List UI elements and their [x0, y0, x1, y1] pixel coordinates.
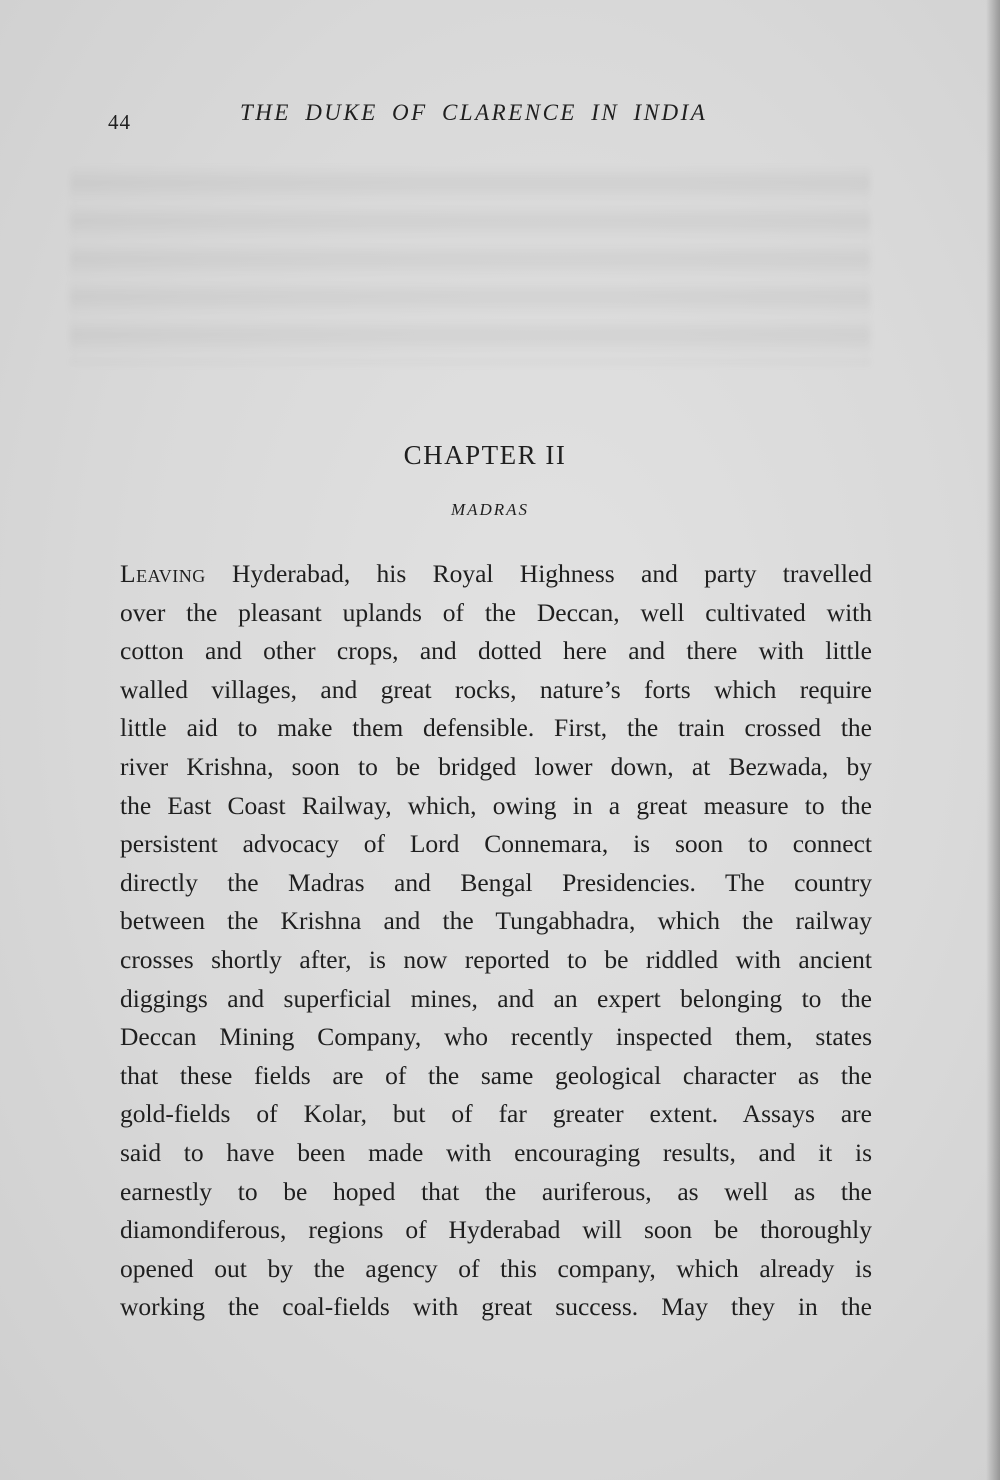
text-line: little aid to make them defensible. First, the train crossed the — [120, 713, 872, 743]
text-line: working the coal-fields with great success. May they in the — [120, 1292, 872, 1322]
text-line: gold-fields of Kolar, but of far greater extent. Assays are — [120, 1099, 872, 1129]
text-line — [120, 555, 872, 594]
text-line: Deccan Mining Company, who recently inspected them, states — [120, 1022, 872, 1052]
text-line: river Krishna, soon to be bridged lower down, at Bezwada, by — [120, 751, 872, 781]
chapter-subtitle: MADRAS — [450, 500, 530, 519]
text-line: persistent advocacy of Lord Connemara, is soon to connect — [120, 829, 872, 859]
text-line: between the Krishna and the Tungabhadra, which the railway — [120, 906, 872, 936]
text-line: the East Coast Railway, which, owing in a great measure to the — [120, 790, 872, 820]
text-line: said to have been made with encouraging results, and it is — [120, 1137, 872, 1167]
running-title: THE DUKE OF CLARENCE IN INDIA — [240, 100, 708, 125]
text-line: crosses shortly after, is now reported to be riddled with ancient — [120, 944, 872, 974]
text-line: that these fields are of the same geological character as the — [120, 1060, 872, 1090]
chapter-title: CHAPTER II — [403, 440, 567, 470]
text-line: opened out by the agency of this company, which already is — [120, 1253, 872, 1283]
page-number: 44 — [108, 110, 131, 134]
text-line: directly the Madras and Bengal Presidencies. The country — [120, 867, 872, 897]
text-line: diamondiferous, regions of Hyderabad will soon be thoroughly — [120, 1215, 872, 1245]
first-line-text: Hyderabad, his Royal Highness and party travelled — [205, 559, 872, 588]
text-line: earnestly to be hoped that the auriferous, as well as the — [120, 1176, 872, 1206]
body-paragraph — [120, 555, 872, 1327]
page-edge-shadow — [986, 0, 1000, 1480]
show-through-text — [70, 165, 870, 365]
opening-word: Leaving — [120, 559, 206, 588]
text-line: diggings and superficial mines, and an expert belonging to the — [120, 983, 872, 1013]
text-line: over the pleasant uplands of the Deccan, well cultivated with — [120, 597, 872, 627]
text-line: walled villages, and great rocks, nature’s forts which require — [120, 674, 872, 704]
text-line: cotton and other crops, and dotted here and there with little — [120, 636, 872, 666]
